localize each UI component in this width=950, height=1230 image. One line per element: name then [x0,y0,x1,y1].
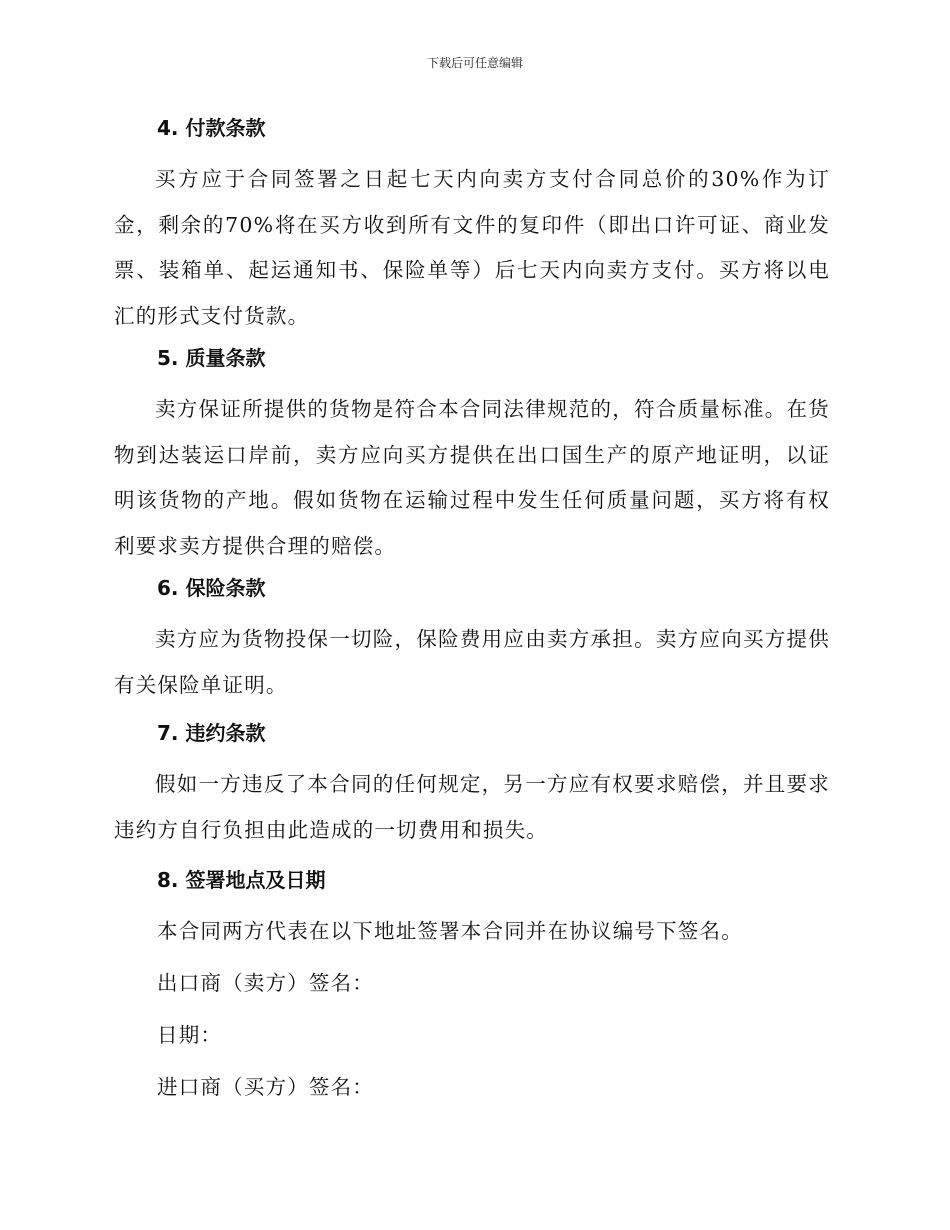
header-note: 下载后可任意编辑 [426,56,523,70]
section-heading-breach: 7. 违约条款 [157,721,266,745]
section-body-breach: 假如一方违反了本合同的任何规定，另一方应有权要求赔偿，并且要求违约方自行负担由此造成的一切费用和损失。 [114,772,830,842]
section-body-payment: 买方应于合同签署之日起七天内向卖方支付合同总价的30%作为订金，剩余的70%将在买方收到所有文件的复印件（即出口许可证、商业发票、装箱单、起运通知书、保险单等）后七天内向卖方支付。买方将以电汇的形式支付货款。 [114,167,830,329]
exporter-signature-line: 出口商（卖方）签名： [157,971,374,995]
section-body-quality: 卖方保证所提供的货物是符合本合同法律规范的，符合质量标准。在货物到达装运口岸前，卖方应向买方提供在出口国生产的原产地证明，以证明该货物的产地。假如货物在运输过程中发生任何质量问题，买方将有权利要求卖方提供合理的赔偿。 [114,397,830,559]
importer-signature-line: 进口商（买方）签名： [157,1075,374,1099]
section-heading-payment: 4. 付款条款 [157,116,266,140]
section-heading-signing: 8. 签署地点及日期 [157,868,326,892]
section-heading-insurance: 6. 保险条款 [157,576,266,600]
section-heading-quality: 5. 质量条款 [157,346,266,370]
signature-date-line: 日期： [157,1023,223,1047]
section-body-insurance: 卖方应为货物投保一切险，保险费用应由卖方承担。卖方应向买方提供有关保险单证明。 [114,627,830,697]
signing-intro: 本合同两方代表在以下地址签署本合同并在协议编号下签名。 [157,919,743,943]
